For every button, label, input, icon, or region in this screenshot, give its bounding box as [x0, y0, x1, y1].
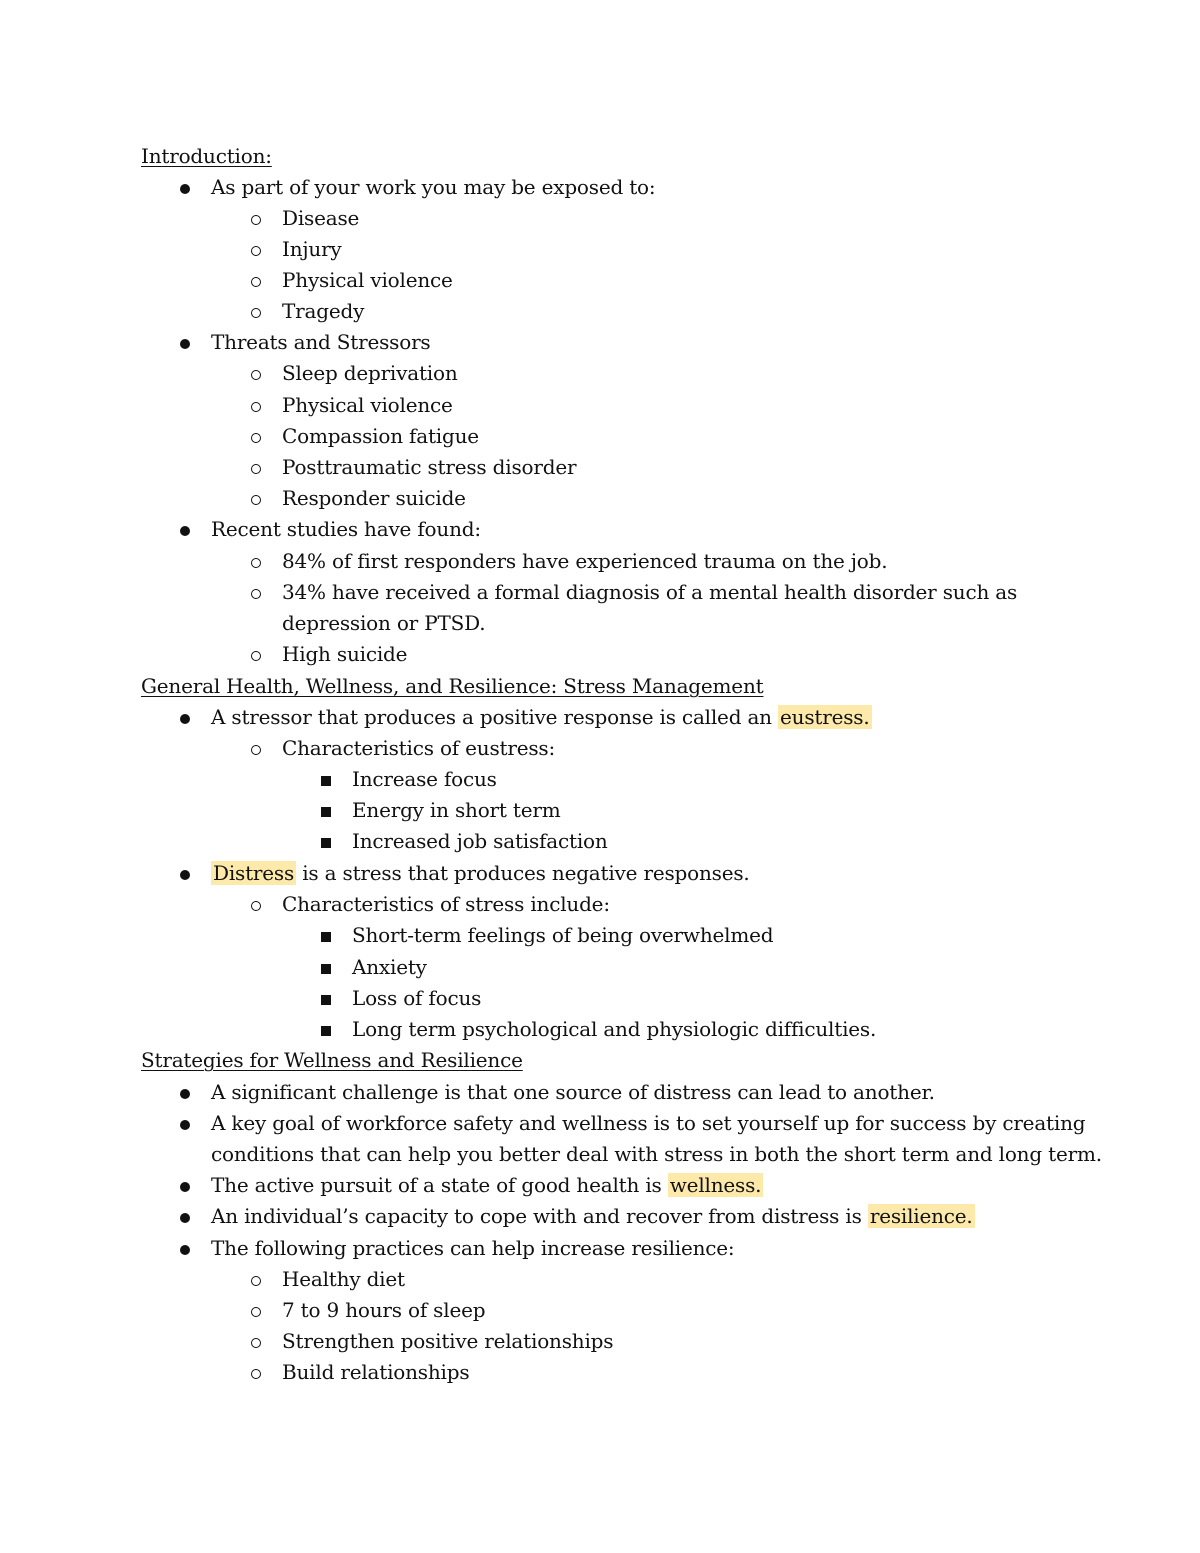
- list-item-continuation: depression or PTSD.: [282, 611, 486, 635]
- bullet-icon: [175, 1170, 195, 1201]
- list-item: [211, 1170, 763, 1201]
- list-item: Sleep deprivation: [282, 361, 458, 385]
- highlighted-term-distress: Distress: [213, 861, 295, 885]
- circle-bullet-icon: [246, 234, 266, 265]
- circle-bullet-icon: [246, 265, 266, 296]
- list-item: The following practices can help increase resilience:: [211, 1236, 735, 1260]
- list-item: Build relationships: [282, 1360, 470, 1384]
- square-bullet-icon: [316, 983, 336, 1014]
- list-item: Loss of focus: [352, 986, 482, 1010]
- list-item: Increase focus: [352, 767, 497, 791]
- list-item: Responder suicide: [282, 486, 466, 510]
- square-bullet-icon: [316, 826, 336, 857]
- list-item: Anxiety: [352, 955, 427, 979]
- bullet-icon: [175, 172, 195, 203]
- list-item: Compassion fatigue: [282, 424, 479, 448]
- list-item: Energy in short term: [352, 798, 561, 822]
- list-item: [211, 858, 750, 889]
- heading-strategies: Strategies for Wellness and Resilience: [141, 1048, 523, 1072]
- circle-bullet-icon: [246, 1326, 266, 1357]
- list-item: [211, 702, 872, 733]
- wellness-sentence: The active pursuit of a state of good health is: [211, 1173, 668, 1197]
- circle-bullet-icon: [246, 1295, 266, 1326]
- square-bullet-icon: [316, 795, 336, 826]
- circle-bullet-icon: [246, 1264, 266, 1295]
- list-item: Increased job satisfaction: [352, 829, 608, 853]
- list-item: 34% have received a formal diagnosis of a mental health disorder such as: [282, 580, 1018, 604]
- circle-bullet-icon: [246, 577, 266, 608]
- square-bullet-icon: [316, 764, 336, 795]
- highlighted-term-eustress: eustress.: [780, 705, 870, 729]
- circle-bullet-icon: [246, 421, 266, 452]
- list-item: A significant challenge is that one source of distress can lead to another.: [211, 1080, 935, 1104]
- heading-stress-management: General Health, Wellness, and Resilience: Stress Management: [141, 674, 764, 698]
- square-bullet-icon: [316, 952, 336, 983]
- bullet-icon: [175, 1077, 195, 1108]
- circle-bullet-icon: [246, 733, 266, 764]
- square-bullet-icon: [316, 920, 336, 951]
- list-item: Characteristics of eustress:: [282, 736, 556, 760]
- circle-bullet-icon: [246, 546, 266, 577]
- list-item: High suicide: [282, 642, 408, 666]
- list-item: Injury: [282, 237, 342, 261]
- list-item: Healthy diet: [282, 1267, 405, 1291]
- list-item: [211, 1201, 975, 1232]
- bullet-icon: [175, 1201, 195, 1232]
- list-item: 84% of first responders have experienced trauma on the job.: [282, 549, 888, 573]
- square-bullet-icon: [316, 1014, 336, 1045]
- circle-bullet-icon: [246, 483, 266, 514]
- list-item: Threats and Stressors: [211, 330, 431, 354]
- circle-bullet-icon: [246, 358, 266, 389]
- circle-bullet-icon: [246, 203, 266, 234]
- list-item: Short-term feelings of being overwhelmed: [352, 923, 774, 947]
- circle-bullet-icon: [246, 452, 266, 483]
- list-item: Tragedy: [282, 299, 365, 323]
- list-item: As part of your work you may be exposed to:: [211, 175, 656, 199]
- circle-bullet-icon: [246, 1357, 266, 1388]
- list-item: Posttraumatic stress disorder: [282, 455, 577, 479]
- resilience-sentence: An individual’s capacity to cope with and recover from distress is: [211, 1204, 868, 1228]
- list-item-continuation: conditions that can help you better deal with stress in both the short term and long term.: [211, 1142, 1102, 1166]
- bullet-icon: [175, 1233, 195, 1264]
- circle-bullet-icon: [246, 889, 266, 920]
- distress-sentence: is a stress that produces negative responses.: [296, 861, 750, 885]
- list-item: A key goal of workforce safety and wellness is to set yourself up for success by creating: [211, 1111, 1086, 1135]
- bullet-icon: [175, 858, 195, 889]
- highlighted-term-resilience: resilience.: [869, 1204, 973, 1228]
- list-item: 7 to 9 hours of sleep: [282, 1298, 486, 1322]
- list-item: Physical violence: [282, 393, 453, 417]
- list-item: Strengthen positive relationships: [282, 1329, 614, 1353]
- list-item: Physical violence: [282, 268, 453, 292]
- circle-bullet-icon: [246, 296, 266, 327]
- bullet-icon: [175, 1108, 195, 1139]
- heading-introduction: Introduction:: [141, 144, 272, 168]
- highlighted-term-wellness: wellness.: [669, 1173, 762, 1197]
- eustress-sentence: A stressor that produces a positive response is called an: [211, 705, 779, 729]
- list-item: Disease: [282, 206, 360, 230]
- list-item: Recent studies have found:: [211, 517, 481, 541]
- bullet-icon: [175, 327, 195, 358]
- bullet-icon: [175, 514, 195, 545]
- circle-bullet-icon: [246, 639, 266, 670]
- list-item: Long term psychological and physiologic difficulties.: [352, 1017, 877, 1041]
- bullet-icon: [175, 702, 195, 733]
- list-item: Characteristics of stress include:: [282, 892, 610, 916]
- circle-bullet-icon: [246, 390, 266, 421]
